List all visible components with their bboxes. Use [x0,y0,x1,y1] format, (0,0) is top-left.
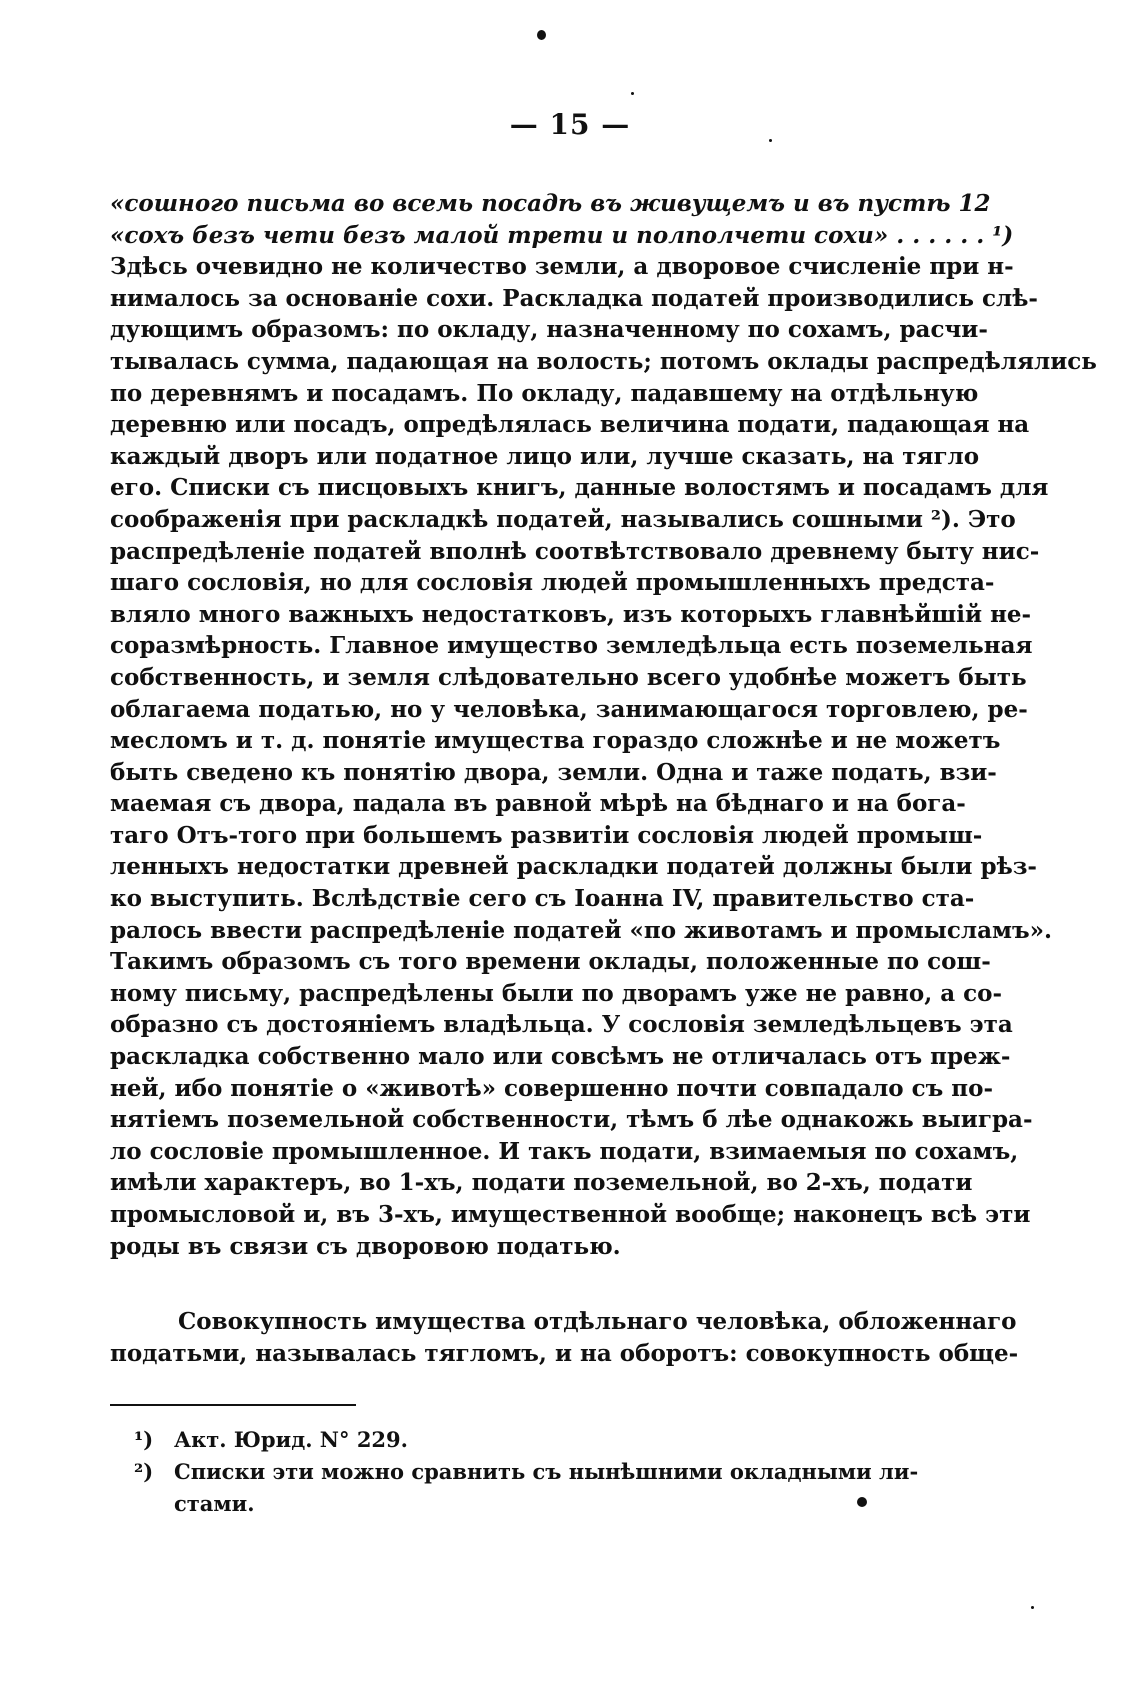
text-line: «сохъ безъ чети безъ малой трети и полполчети сохи» . . . . . . ¹) [110,221,1014,249]
footnote-2 [134,1456,934,1488]
text-line: ло сословіе промышленное. И такъ подати, взимаемыя по сохамъ, [110,1137,1019,1165]
text-line: роды въ связи съ дворовою податью. [110,1232,621,1260]
footnote-text: Списки эти можно сравнить съ нынѣшними окладными ли- [174,1459,919,1484]
text-line: маемая съ двора, падала въ равной мѣрѣ на бѣднаго и на бога- [110,790,966,818]
text-line: раскладка собственно мало или совсѣмъ не отличалась отъ преж- [110,1043,1011,1071]
text-line: собственность, и земля слѣдовательно всего удобнѣе можетъ быть [110,663,1027,691]
text-line: по деревнямъ и посадамъ. По окладу, падавшему на отдѣльную [110,379,979,407]
page-number: — 15 — [509,108,631,141]
text-line: образно съ достояніемъ владѣльца. У сословія земледѣльцевъ эта [110,1011,1013,1039]
text-line: таго Отъ-того при большемъ развитіи сословія людей промыш- [110,821,983,849]
footnote-text: Акт. Юрид. N° 229. [174,1427,408,1452]
text-line: ралось ввести распредѣленіе податей «по животамъ и промысламъ». [110,916,1052,944]
text-line: шаго сословія, но для сословія людей промышленныхъ предста- [110,569,995,597]
text-line: ней, ибо понятіе о «животѣ» совершенно почти совпадало съ по- [110,1074,994,1102]
text-line: вляло много важныхъ недостатковъ, изъ которыхъ главнѣйшій не- [110,600,1032,628]
text-line: ко выступить. Вслѣдствіе сего съ Іоанна IV, правительство ста- [110,885,975,913]
text-line: промысловой и, въ 3-хъ, имущественной вообще; наконецъ всѣ эти [110,1201,1031,1228]
text-line: «сошного письма во всемь посадѣ въ живущемъ и въ пустѣ 12 [110,190,991,217]
scan-speck [537,30,546,40]
second-paragraph [110,1306,1019,1369]
scan-speck [1031,1606,1034,1609]
text-line: соразмѣрность. Главное имущество земледѣльца есть поземельная [110,632,1033,660]
footnote-mark: ¹) [134,1427,154,1452]
text-line: каждый дворъ или податное лицо или, лучше сказать, на тягло [110,442,980,470]
text-line: имѣли характеръ, во 1-хъ, подати поземельной, во 2-хъ, подати [110,1169,973,1197]
footnotes [134,1424,934,1520]
text-line: ному письму, распредѣлены были по дворамъ уже не равно, а со- [110,979,1003,1007]
footnote-1 [134,1424,934,1456]
text-line [110,1306,1017,1338]
text-line: деревню или посадъ, опредѣлялась величина подати, падающая на [110,411,1030,439]
text-line: податьми, называлась тягломъ, и на оборотъ: совокупность обще- [110,1339,1019,1367]
text-line: Здѣсь очевидно не количество земли, а дворовое счисленіе при н- [110,253,1014,281]
text-line: облагаема податью, но у человѣка, занимающагося торговлею, ре- [110,695,1028,723]
main-paragraph [110,188,1097,1262]
text-line: нималось за основаніе сохи. Раскладка податей производились слѣ- [110,284,1038,312]
text-line: Такимъ образомъ съ того времени оклады, положенные по сош- [110,948,991,976]
text-line: дующимъ образомъ: по окладу, назначенному по сохамъ, расчи- [110,316,988,344]
text-line: ленныхъ недостатки древней раскладки податей должны были рѣз- [110,853,1037,881]
text-line: соображенія при раскладкѣ податей, назывались сошными ²). Это [110,505,1016,533]
text-line-content: Совокупность имущества отдѣльнаго человѣка, обложеннаго [178,1308,1017,1335]
text-line: месломъ и т. д. понятіе имущества гораздо сложнѣе и не можетъ [110,727,1001,755]
text-line: распредѣленіе податей вполнѣ соотвѣтствовало древнему быту нис- [110,537,1040,565]
text-line: нятіемъ поземельной собственности, тѣмъ б лѣе однакожь выигра- [110,1106,1033,1134]
footnote-text-continuation: стами. [174,1491,255,1516]
text-line: тывалась сумма, падающая на волость; потомъ оклады распредѣлялись [110,347,1097,375]
text-line: его. Списки съ писцовыхъ книгъ, данные волостямъ и посадамъ для [110,474,1049,502]
text-line: быть сведено къ понятію двора, земли. Одна и таже подать, взи- [110,758,997,786]
scan-speck [631,92,634,95]
footnote-mark: ²) [134,1459,154,1484]
footnote-divider [110,1404,356,1406]
